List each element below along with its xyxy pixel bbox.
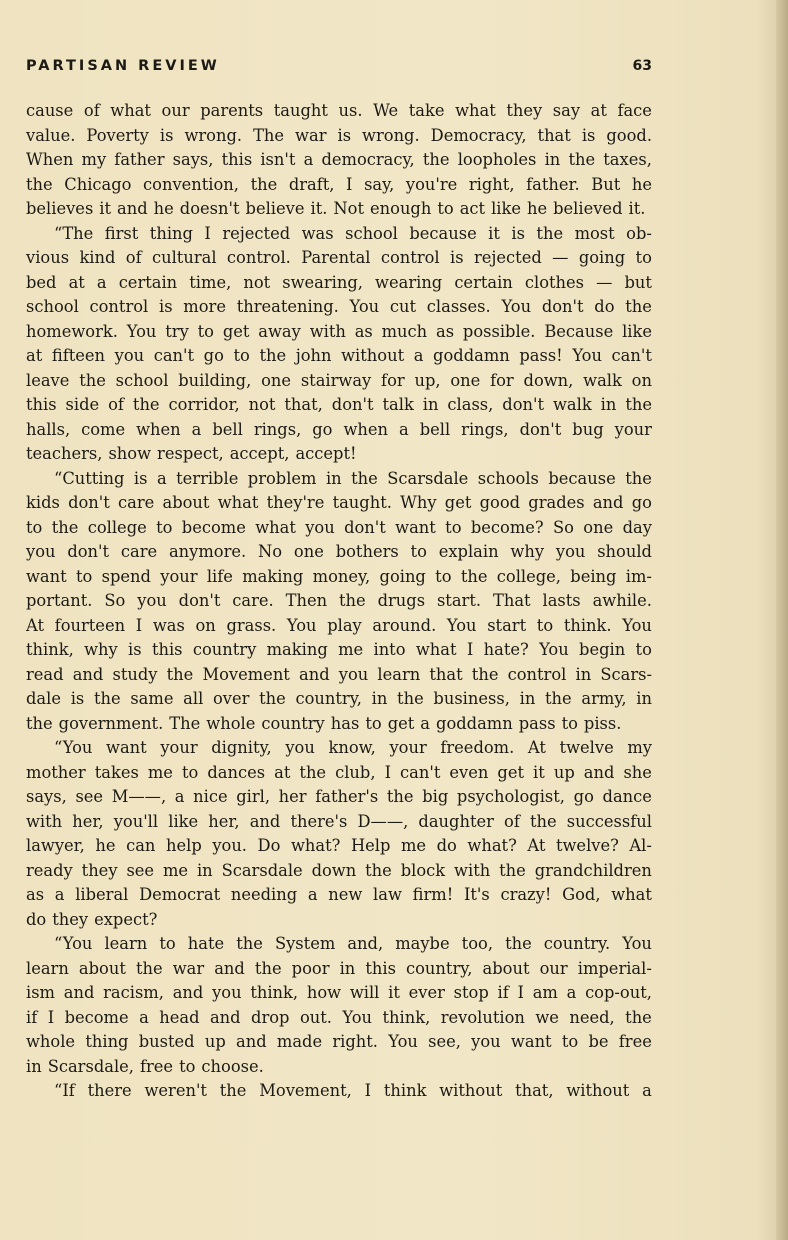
text-line: learn about the war and the poor in this country, about our imperial- [26, 958, 652, 978]
text-line: cause of what our parents taught us. We take what they say at face [26, 101, 652, 120]
text-line: bed at a certain time, not swearing, wearing certain clothes — but [26, 272, 652, 292]
text-line: homework. You try to get away with as much as possible. Because like [26, 321, 652, 341]
text-line: kids don't care about what they're taught. Why get good grades and go [26, 493, 652, 512]
text-line: ism and racism, and you think, how will it ever stop if I am a cop-out, [26, 983, 652, 1002]
text-line: value. Poverty is wrong. The war is wrong. Democracy, that is good. [26, 125, 652, 145]
text-line: “If there weren't the Movement, I think without that, without a [54, 1081, 652, 1100]
text-line: with her, you'll like her, and there's D——, daughter of the successful [26, 811, 652, 831]
text-line: “Cutting is a terrible problem in the Scarsdale schools because the [54, 468, 652, 488]
text-line: When my father says, this isn't a democracy, the loopholes in the taxes, [26, 150, 652, 169]
page-number: 63 [632, 58, 652, 74]
text-line: the Chicago convention, the draft, I say, you're right, father. But he [26, 174, 652, 194]
page-spine-edge [776, 0, 788, 1240]
text-line: believes it and he doesn't believe it. Not enough to act like he believed it. [26, 199, 646, 218]
text-line: this side of the corridor, not that, don't talk in class, don't walk in the [26, 395, 652, 414]
text-line: says, see M——, a nice girl, her father's the big psychologist, go dance [26, 787, 652, 806]
text-line: portant. So you don't care. Then the drugs start. That lasts awhile. [26, 591, 652, 610]
text-line: “You want your dignity, you know, your freedom. At twelve my [54, 738, 652, 757]
text-line: At fourteen I was on grass. You play around. You start to think. You [26, 615, 652, 635]
text-line: school control is more threatening. You cut classes. You don't do the [26, 297, 652, 316]
text-line: whole thing busted up and made right. You see, you want to be free [26, 1032, 652, 1051]
text-line: in Scarsdale, free to choose. [26, 1056, 264, 1076]
page-header [26, 58, 652, 80]
text-line: the government. The whole country has to get a goddamn pass to piss. [26, 713, 622, 733]
text-line: “The first thing I rejected was school because it is the most ob- [54, 223, 652, 243]
text-line: vious kind of cultural control. Parental control is rejected — going to [26, 248, 652, 267]
running-head: PARTISAN REVIEW [26, 58, 220, 74]
text-line: do they expect? [26, 909, 158, 929]
text-line: want to spend your life making money, going to the college, being im- [26, 566, 652, 586]
text-line: lawyer, he can help you. Do what? Help me do what? At twelve? Al- [26, 836, 652, 855]
text-line: if I become a head and drop out. You think, revolution we need, the [26, 1007, 652, 1027]
text-line: read and study the Movement and you learn that the control in Scars- [26, 664, 652, 684]
text-line: you don't care anymore. No one bothers to explain why you should [26, 542, 652, 561]
text-line: think, why is this country making me into what I hate? You begin to [26, 640, 652, 659]
text-line: teachers, show respect, accept, accept! [26, 444, 357, 463]
body-text [26, 99, 652, 1104]
text-line: dale is the same all over the country, in the business, in the army, in [26, 689, 652, 708]
text-line: “You learn to hate the System and, maybe too, the country. You [54, 934, 652, 953]
text-line: leave the school building, one stairway for up, one for down, walk on [26, 370, 652, 390]
text-line: mother takes me to dances at the club, I can't even get it up and she [26, 762, 652, 782]
text-line: as a liberal Democrat needing a new law firm! It's crazy! God, what [26, 885, 652, 904]
text-line: to the college to become what you don't want to become? So one day [26, 517, 652, 537]
text-line: ready they see me in Scarsdale down the block with the grandchildren [26, 860, 652, 880]
text-line: at fifteen you can't go to the john without a goddamn pass! You can't [26, 346, 652, 365]
text-line: halls, come when a bell rings, go when a bell rings, don't bug your [26, 419, 652, 439]
